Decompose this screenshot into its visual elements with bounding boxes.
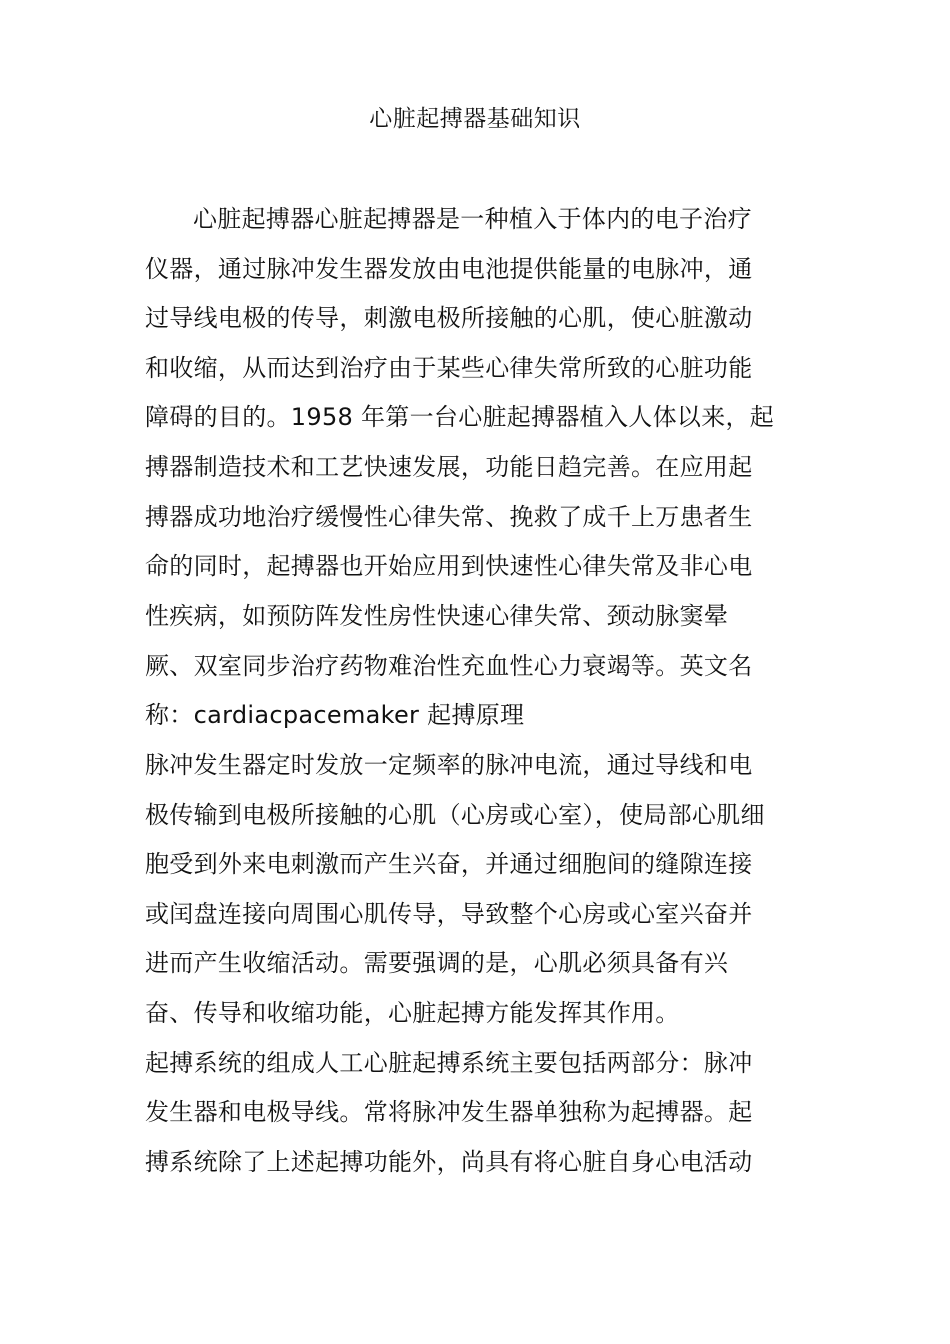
body-line: 障碍的目的。1958 年第一台心脏起搏器植入人体以来，起 bbox=[145, 403, 775, 431]
body-line: 搏器制造技术和工艺快速发展，功能日趋完善。在应用起 bbox=[145, 453, 753, 481]
body-line: 称：cardiacpacemaker 起搏原理 bbox=[145, 701, 525, 729]
body-line: 厥、双室同步治疗药物难治性充血性心力衰竭等。英文名 bbox=[145, 652, 753, 680]
body-line: 搏器成功地治疗缓慢性心律失常、挽救了成千上万患者生 bbox=[145, 503, 753, 531]
body-line: 奋、传导和收缩功能，心脏起搏方能发挥其作用。 bbox=[145, 999, 680, 1027]
body-line: 极传输到电极所接触的心肌（心房或心室），使局部心肌细 bbox=[145, 801, 765, 829]
body-line: 胞受到外来电刺激而产生兴奋，并通过细胞间的缝隙连接 bbox=[145, 850, 753, 878]
body-line: 发生器和电极导线。常将脉冲发生器单独称为起搏器。起 bbox=[145, 1098, 753, 1126]
body-line: 心脏起搏器心脏起搏器是一种植入于体内的电子治疗 bbox=[193, 205, 752, 233]
body-line: 仪器，通过脉冲发生器发放由电池提供能量的电脉冲，通 bbox=[145, 255, 753, 283]
body-line: 搏系统除了上述起搏功能外，尚具有将心脏自身心电活动 bbox=[145, 1148, 753, 1176]
body-line: 进而产生收缩活动。需要强调的是，心肌必须具备有兴 bbox=[145, 949, 729, 977]
body-line: 命的同时，起搏器也开始应用到快速性心律失常及非心电 bbox=[145, 552, 753, 580]
body-line: 和收缩，从而达到治疗由于某些心律失常所致的心脏功能 bbox=[145, 354, 753, 382]
body-line: 或闰盘连接向周围心肌传导，导致整个心房或心室兴奋并 bbox=[145, 900, 753, 928]
body-line: 起搏系统的组成人工心脏起搏系统主要包括两部分：脉冲 bbox=[145, 1049, 753, 1077]
body-line: 脉冲发生器定时发放一定频率的脉冲电流，通过导线和电 bbox=[145, 751, 753, 779]
body-line: 过导线电极的传导，刺激电极所接触的心肌，使心脏激动 bbox=[145, 304, 753, 332]
document-title: 心脏起搏器基础知识 bbox=[369, 106, 581, 132]
body-line: 性疾病，如预防阵发性房性快速心律失常、颈动脉窦晕 bbox=[145, 602, 729, 630]
